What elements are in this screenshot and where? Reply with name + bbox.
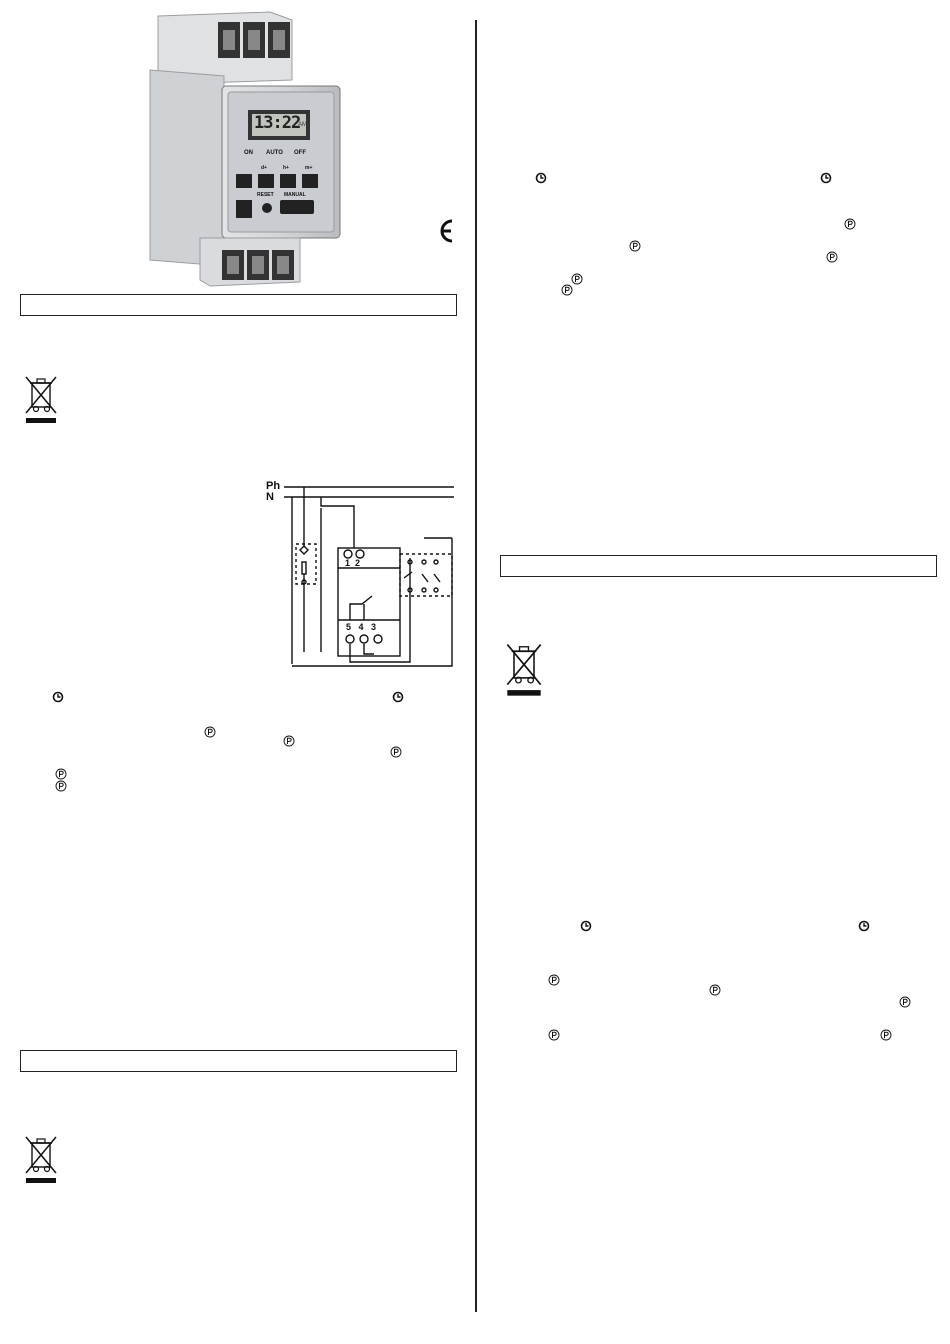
- reset-label: RESET: [257, 192, 274, 198]
- program-p-icon: [390, 746, 402, 758]
- program-p-icon: [826, 251, 838, 263]
- weee-bin-icon: [23, 374, 59, 422]
- program-p-icon: [561, 284, 573, 296]
- button-label-day: d+: [261, 165, 267, 171]
- mode-label-auto: AUTO: [266, 150, 283, 156]
- clock-icon: [820, 172, 832, 184]
- mode-label-off: OFF: [294, 150, 306, 156]
- program-p-icon: [204, 726, 216, 738]
- lcd-time: 13:22: [254, 113, 301, 133]
- program-p-icon: [55, 780, 67, 792]
- clock-icon: [52, 691, 64, 703]
- mode-label-on: ON: [244, 150, 253, 156]
- clock-icon: [580, 920, 592, 932]
- bottom-terminal-numbers: 5 4 3: [346, 622, 377, 632]
- top-terminal-numbers: 1 2: [345, 558, 361, 568]
- button-label-minute: m+: [305, 165, 313, 171]
- wiring-diagram: [262, 478, 458, 674]
- program-p-icon: [709, 984, 721, 996]
- ce-mark: [432, 218, 454, 251]
- section-header-box: [20, 294, 457, 316]
- program-p-icon: [844, 218, 856, 230]
- program-p-icon: [283, 735, 295, 747]
- section-header-box: [20, 1050, 457, 1072]
- clock-icon: [858, 920, 870, 932]
- program-p-icon: [880, 1029, 892, 1041]
- clock-icon: [535, 172, 547, 184]
- weee-bin-icon: [23, 1134, 59, 1182]
- section-header-box: [500, 555, 937, 577]
- weee-bin-icon: [504, 640, 544, 698]
- product-image: [140, 10, 360, 290]
- program-p-icon: [899, 996, 911, 1008]
- button-label-hour: h+: [283, 165, 289, 171]
- program-p-icon: [629, 240, 641, 252]
- lcd-suffix: AM: [298, 122, 307, 128]
- phase-label: Ph: [266, 480, 281, 492]
- manual-label: MANUAL: [284, 192, 306, 198]
- neutral-label: N: [266, 491, 274, 503]
- program-p-icon: [55, 768, 67, 780]
- program-p-icon: [548, 974, 560, 986]
- column-divider: [475, 20, 477, 1312]
- program-p-icon: [548, 1029, 560, 1041]
- clock-icon: [392, 691, 404, 703]
